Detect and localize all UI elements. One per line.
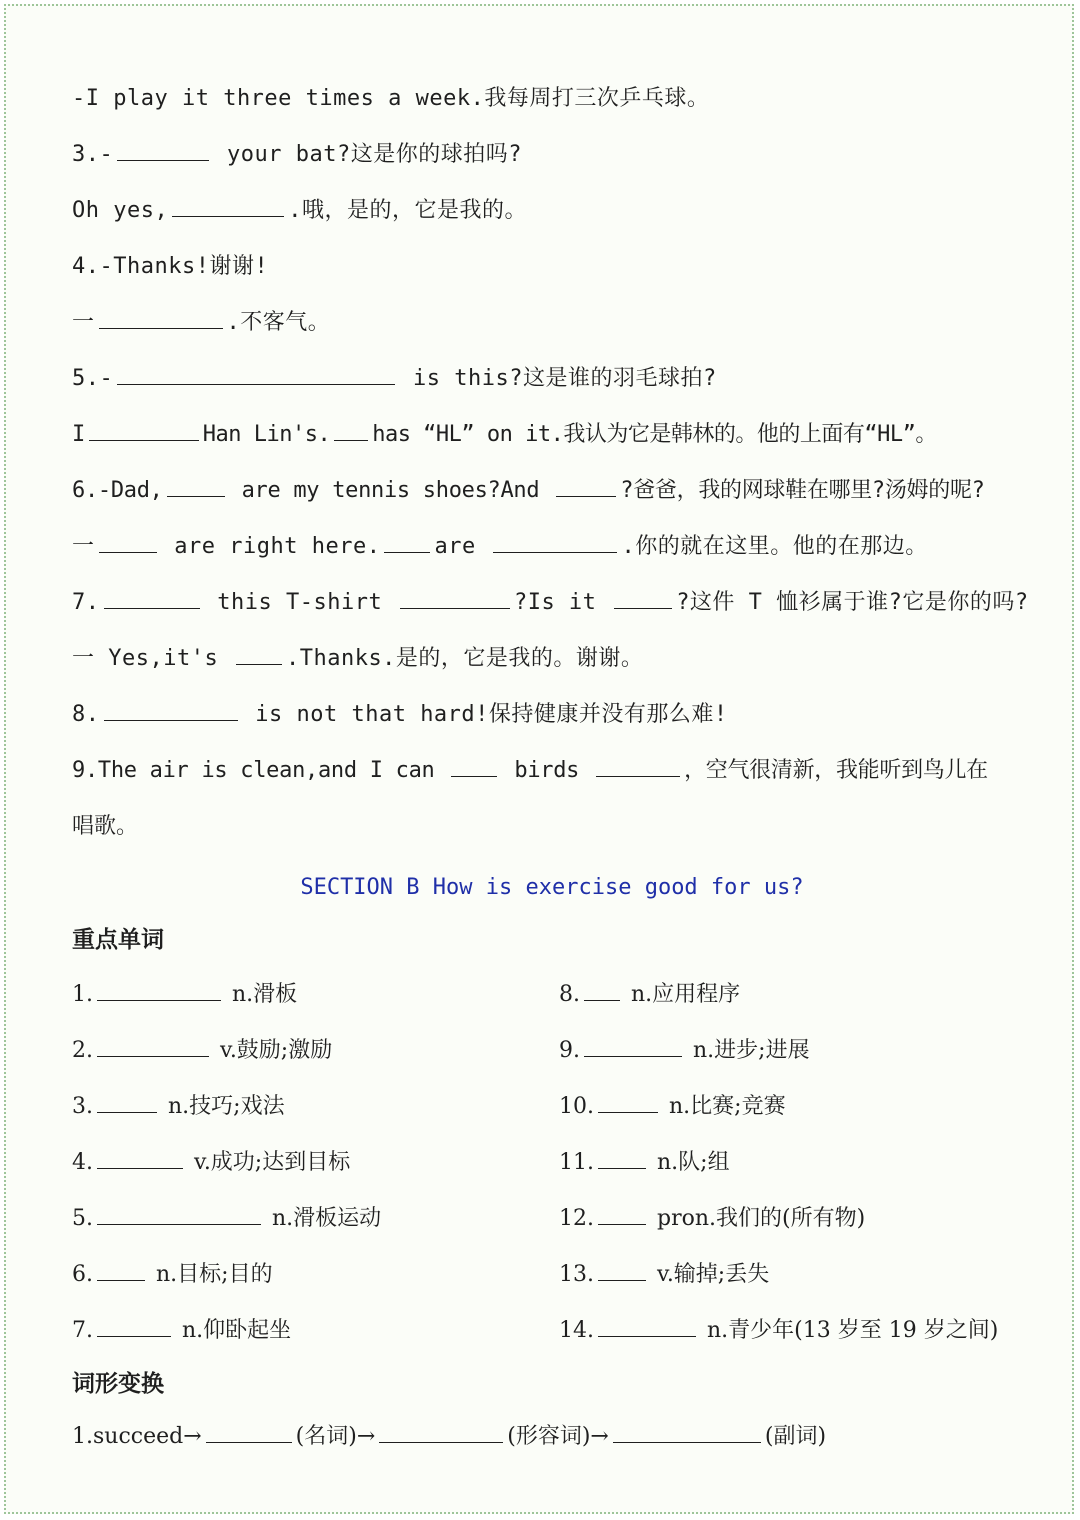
vocab-item [72,972,542,1028]
vocab-list [72,972,1032,1364]
item-number: 11. [559,1150,594,1175]
sentence-text: are [434,534,476,559]
answer-blank[interactable] [334,420,368,441]
answer-blank[interactable] [384,532,430,553]
vocab-item [559,1084,1039,1140]
sentence-text: are my tennis shoes?And [241,478,540,503]
answer-blank[interactable] [97,1316,171,1337]
item-number: 3. [72,1094,93,1119]
answer-blank[interactable] [236,644,282,665]
answer-blank[interactable] [584,1036,682,1057]
item-number: 6. [72,1262,93,1287]
word-meaning: pron.我们的(所有物) [657,1206,866,1231]
item-number: 2. [72,1038,93,1063]
exercise-4-question [72,244,1032,300]
vocab-item [72,1084,542,1140]
answer-blank[interactable] [117,364,395,385]
answer-blank[interactable] [598,1204,646,1225]
sentence-text: 6.-Dad, [72,478,163,503]
vocab-item [72,1308,542,1364]
answer-blank[interactable] [97,1148,183,1169]
sentence-text: are right here. [174,534,381,559]
vocab-column-left [72,972,542,1364]
exercise-8 [72,692,1032,748]
answer-blank[interactable] [400,588,510,609]
answer-blank[interactable] [97,980,221,1001]
item-number: 7. [72,1318,93,1343]
item-number: 13. [559,1262,594,1287]
sentence-text: ?这件 T 恤衫属于谁?它是你的吗? [676,590,1029,615]
word-meaning: n.进步;进展 [693,1038,810,1063]
dash-text: 一 [72,534,95,559]
vocab-column-right [559,972,1039,1364]
sentence-text: I [72,422,85,447]
answer-blank[interactable] [206,1422,292,1443]
word-meaning: n.青少年(13 岁至 19 岁之间) [707,1318,999,1343]
item-number: 12. [559,1206,594,1231]
item-number: 14. [559,1318,594,1343]
answer-blank[interactable] [556,476,616,497]
exercise-3-answer [72,188,1032,244]
exercise-6-answer [72,524,1032,580]
sentence-text: .不客气。 [226,310,331,335]
sentence-text: 一 Yes,it's [72,646,219,671]
word-meaning: n.技巧;戏法 [168,1094,285,1119]
vocab-item [559,1028,1039,1084]
sentence-text: ?Is it [513,590,597,615]
answer-blank[interactable] [379,1422,503,1443]
sentence-text: 唱歌。 [72,814,139,839]
sentence-line [72,76,1032,132]
item-number: 4. [72,1150,93,1175]
sentence-text: (形容词)→ [507,1424,609,1449]
sentence-text: (名词)→ [295,1424,376,1449]
item-number: 10. [559,1094,594,1119]
sentence-text: Oh yes, [72,198,169,223]
answer-blank[interactable] [598,1148,646,1169]
vocab-item [72,1196,542,1252]
answer-blank[interactable] [97,1092,157,1113]
answer-blank[interactable] [104,588,200,609]
word-meaning: v.鼓励;激励 [220,1038,333,1063]
sentence-text: ，空气很清新，我能听到鸟儿在 [684,758,988,783]
sentence-text: is this?这是谁的羽毛球拍? [413,366,717,391]
exercise-9 [72,748,1032,804]
answer-blank[interactable] [117,140,209,161]
exercise-4-answer [72,300,1032,356]
answer-blank[interactable] [167,476,225,497]
answer-blank[interactable] [598,1316,696,1337]
exercise-9-continuation [72,804,1032,860]
answer-blank[interactable] [172,196,284,217]
answer-blank[interactable] [613,1422,761,1443]
vocab-item [559,972,1039,1028]
answer-blank[interactable] [99,532,157,553]
vocab-item [559,1252,1039,1308]
item-number: 8. [559,982,580,1007]
exercise-6-question [72,468,1032,524]
sentence-text: is not that hard!保持健康并没有那么难! [255,702,728,727]
item-number: 7. [72,590,100,615]
answer-blank[interactable] [598,1260,646,1281]
vocab-item [72,1028,542,1084]
sentence-text: birds [514,758,580,783]
exercise-5-answer [72,412,1032,468]
sentence-text: 1.succeed→ [72,1424,202,1449]
word-meaning: n.滑板运动 [272,1206,382,1231]
answer-blank[interactable] [97,1204,261,1225]
sentence-text: has “HL” on it.我认为它是韩林的。他的上面有“HL”。 [372,422,937,447]
word-meaning: n.队;组 [657,1150,730,1175]
heading-key-words: 重点单词 [72,927,164,953]
word-meaning: n.仰卧起坐 [182,1318,292,1343]
item-number: 5. [72,1206,93,1231]
exercise-5-question [72,356,1032,412]
vocab-item [72,1252,542,1308]
sentence-text: this T-shirt [217,590,383,615]
vocab-item [559,1308,1039,1364]
sentence-text: .Thanks.是的，它是我的。谢谢。 [285,646,644,671]
sentence-text: (副词) [764,1424,827,1449]
word-meaning: v.成功;达到目标 [194,1150,351,1175]
answer-blank[interactable] [598,1092,658,1113]
vocab-item [559,1140,1039,1196]
vocab-item [72,1140,542,1196]
word-meaning: n.滑板 [232,982,298,1007]
sentence-text: ?爸爸，我的网球鞋在哪里?汤姆的呢? [620,478,985,503]
item-number: 8. [72,702,100,727]
answer-blank[interactable] [89,420,199,441]
word-meaning: n.比赛;竞赛 [669,1094,786,1119]
answer-blank[interactable] [614,588,672,609]
sentence-text: .哦，是的，它是我的。 [288,198,527,223]
sentence-text: 4.-Thanks!谢谢! [72,254,269,279]
item-number: 9. [559,1038,580,1063]
answer-blank[interactable] [584,980,620,1001]
sentence-text: your bat?这是你的球拍吗? [227,142,522,167]
sentence-text: -I play it three times a week.我每周打三次乒乓球。 [72,86,710,111]
dash-text: 一 [72,310,95,335]
item-number: 5.- [72,366,114,391]
word-meaning: v.输掉;丢失 [657,1262,770,1287]
answer-blank[interactable] [97,1260,145,1281]
exercise-7-question [72,580,1032,636]
answer-blank[interactable] [493,532,617,553]
answer-blank[interactable] [99,308,223,329]
sentence-text: .你的就在这里。他的在那边。 [621,534,928,559]
sentence-text: Han Lin's. [202,422,331,447]
word-meaning: n.应用程序 [631,982,741,1007]
section-title: SECTION B How is exercise good for us? [300,875,804,900]
answer-blank[interactable] [451,756,497,777]
sentence-text: 9.The air is clean,and I can [72,758,435,783]
item-number: 1. [72,982,93,1007]
answer-blank[interactable] [97,1036,209,1057]
item-number: 3.- [72,142,114,167]
word-meaning: n.目标;目的 [156,1262,273,1287]
heading-word-forms: 词形变换 [72,1371,164,1397]
word-form-item [72,1414,1032,1470]
vocab-item [559,1196,1039,1252]
exercise-7-answer [72,636,1032,692]
worksheet-content [72,76,1032,1470]
exercise-3-question [72,132,1032,188]
answer-blank[interactable] [104,700,238,721]
answer-blank[interactable] [596,756,680,777]
